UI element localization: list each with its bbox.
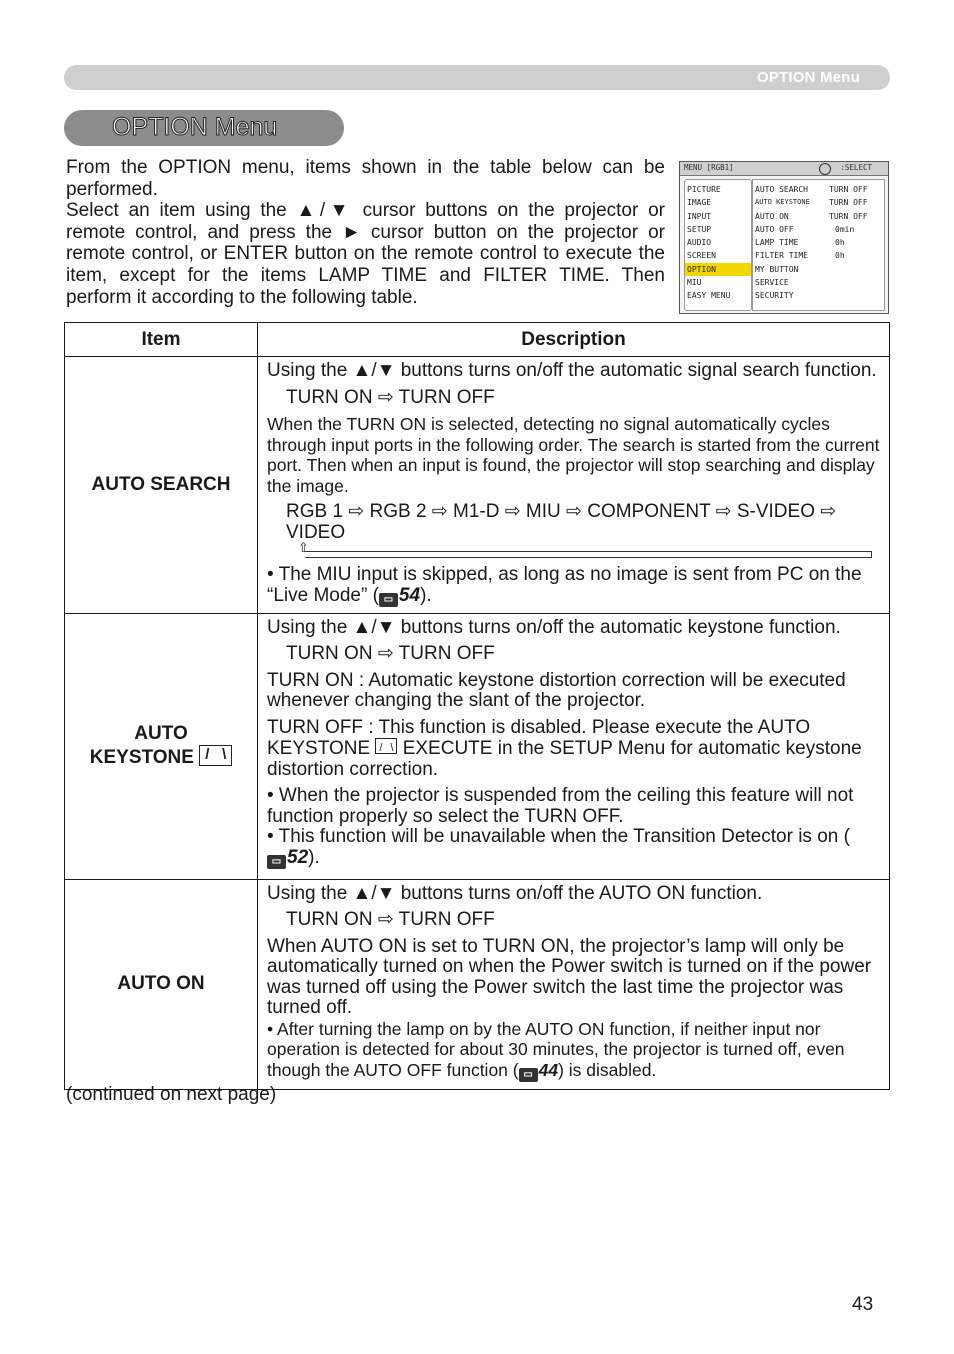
auto-keystone-on: TURN ON : Automatic keystone distortion correction will be executed whenever changing the slant of the projector. [267,669,846,711]
item-auto-keystone-line1: AUTO [134,723,188,744]
item-auto-keystone [65,613,258,879]
osd-setting-name: FILTER TIME [755,251,808,261]
osd-menu-item: EASY MENU [687,291,731,301]
auto-keystone-off [267,718,880,781]
loop-bar [305,551,872,558]
table-header-row [65,323,890,357]
auto-keystone-line1: Using the ▲/▼ buttons turns on/off the automatic keystone function. [267,616,841,638]
auto-keystone-bullet2 [267,827,880,869]
page-ref [267,848,308,869]
auto-search-bullet-end: ). [420,584,432,606]
auto-search-bullet [267,565,880,607]
osd-setting-row [753,210,884,223]
osd-setting-value: 0h [835,251,845,261]
auto-keystone-toggle: TURN ON ⇨ TURN OFF [286,643,495,664]
item-auto-search: AUTO SEARCH [65,357,258,614]
page-number: 43 [852,1294,874,1315]
auto-search-toggle: TURN ON ⇨ TURN OFF [286,386,495,408]
osd-setting-name: AUTO KEYSTONE [755,198,810,207]
auto-search-line1: Using the ▲/▼ buttons turns on/off the automatic signal search function. [267,360,877,381]
book-icon: ▭ [519,1068,538,1082]
auto-search-bullet-text: • The MIU input is skipped, as long as no image is sent from PC on the “Live Mode” ( [267,564,862,606]
auto-keystone-bullet1: • When the projector is suspended from the ceiling this feature will not function properly so select the TURN OFF. [267,785,854,827]
osd-setting-row [753,236,884,249]
osd-menu-item: INPUT [687,211,712,221]
auto-on-note [267,1019,880,1082]
osd-setting-value: TURN OFF [829,198,868,208]
osd-setting-row [753,276,884,289]
osd-setting-row [753,223,884,236]
section-title-pill [64,110,344,146]
item-auto-on: AUTO ON [65,879,258,1089]
auto-keystone-off-text-2: EXECUTE in the SETUP Menu for automatic keystone distortion correction. [267,738,862,780]
osd-setting-row [753,183,884,196]
table-row-auto-on [65,879,890,1089]
page-ref [379,586,420,607]
osd-setting-name: MY BUTTON [755,264,799,274]
table-row-auto-keystone [65,613,890,879]
auto-on-toggle: TURN ON ⇨ TURN OFF [286,909,495,930]
page-ref-number: 54 [398,584,421,606]
osd-menu-screenshot [679,161,889,314]
osd-setting-name: AUTO SEARCH [755,185,808,194]
page-ref [519,1060,558,1082]
option-table [64,322,890,1090]
osd-setting-value: TURN OFF [829,185,868,194]
osd-setting-value: 0min [835,224,855,234]
desc-auto-keystone [258,613,890,879]
col-header-item: Item [65,323,258,357]
keystone-icon: / \ [375,738,397,754]
keystone-icon: / \ [199,745,232,766]
desc-auto-search [258,357,890,614]
book-icon: ▭ [379,593,398,607]
osd-menu-item: SETUP [687,224,712,234]
page-title: OPTION Menu [112,113,278,141]
osd-menu-item: SCREEN [687,251,716,261]
page-ref-number: 44 [538,1059,559,1080]
osd-setting-row [753,196,884,209]
continued-note: (continued on next page) [66,1084,277,1105]
intro-paragraph-1: From the OPTION menu, items shown in the table below can be performed. [66,157,665,200]
osd-setting-name: AUTO ON [755,211,789,221]
osd-menu-list [684,179,752,311]
osd-menu-item: PICTURE [687,185,721,194]
osd-select-label: :SELECT [840,163,872,172]
page-ref-number: 52 [287,846,309,868]
auto-on-body: When AUTO ON is set to TURN ON, the projector’s lamp will only be automatically turned on when the Power switch is turned on if the power was turned off using the Power switch the last time the projector was turned off. [267,935,872,1018]
osd-setting-value: TURN OFF [829,211,868,221]
loop-arrow [267,540,880,557]
header-label: OPTION Menu [756,69,860,86]
osd-menu-item: IMAGE [687,198,712,208]
osd-setting-name: LAMP TIME [755,238,799,248]
item-auto-keystone-line2: KEYSTONE [89,747,194,768]
osd-menu-item: MIU [687,278,702,288]
auto-on-note-text: • After turning the lamp on by the AUTO ON function, if neither input nor operation is detected for about 30 minutes, the projector is turned off, even though the AUTO OFF function ( [267,1018,845,1080]
auto-keystone-off-text: TURN OFF : This function is disabled. Please execute the AUTO KEYSTONE [267,716,811,759]
auto-on-note-end: ) is disabled. [558,1059,657,1080]
osd-setting-row [753,263,884,276]
osd-menu-item-selected: OPTION [685,263,751,276]
auto-keystone-bullet2-text: • This function will be unavailable when the Transition Detector is on ( [267,826,850,847]
col-header-description: Description [258,323,890,357]
osd-setting-row [753,289,884,302]
header-bar [64,65,890,90]
osd-menu-item: AUDIO [687,238,712,248]
osd-setting-name: AUTO OFF [755,224,794,234]
osd-setting-name: SERVICE [755,278,789,288]
osd-setting-row [753,249,884,262]
up-arrow-icon: ⇧ [298,540,309,555]
table-row-auto-search [65,357,890,614]
auto-search-note: When the TURN ON is selected, detecting no signal automatically cycles through input ports in the following order. The search is started from the current port. Then when an input is found, the projector will stop searching and display the image. [267,414,880,496]
select-icon [819,163,831,175]
osd-setting-value: 0h [835,238,845,248]
auto-on-line1: Using the ▲/▼ buttons turns on/off the AUTO ON function. [267,882,763,904]
auto-keystone-bullet2-end: ). [308,846,320,868]
osd-menu-source: MENU [RGB1] [684,163,734,172]
auto-search-order: RGB 1 ⇨ RGB 2 ⇨ M1-D ⇨ MIU ⇨ COMPONENT ⇨ S-VIDEO ⇨ VIDEO [286,501,837,543]
osd-settings-list [752,179,885,311]
osd-setting-name: SECURITY [755,291,794,301]
desc-auto-on [258,879,890,1089]
intro-text [66,157,665,308]
osd-top-bar [680,162,888,176]
book-icon: ▭ [267,855,286,869]
intro-paragraph-2: Select an item using the ▲/▼ cursor buttons on the projector or remote control, and press the ► cursor button on the projector or remote control, or ENTER button on the remote control to execute the item, except for the items LAMP TIME and FILTER TIME. Then perform it according to the following table. [66,200,665,308]
